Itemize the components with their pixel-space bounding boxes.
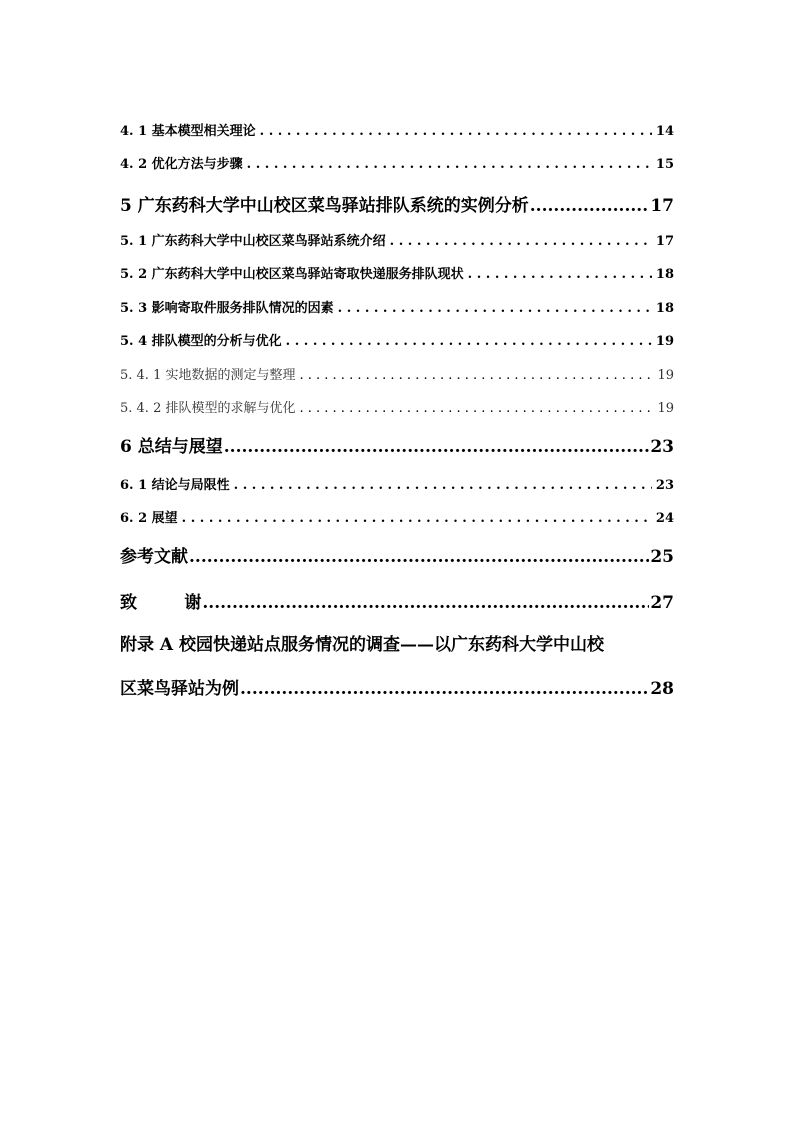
toc-entry-title: 5. 4. 1 实地数据的测定与整理: [120, 368, 296, 383]
toc-page-number: 15: [655, 157, 674, 172]
toc-entry-5-1[interactable]: [120, 230, 674, 249]
toc-entry-title: 5. 2 广东药科大学中山校区菜鸟驿站寄取快递服务排队现状: [120, 267, 464, 282]
toc-dot-leader: [182, 511, 652, 526]
toc-page-number: 25: [650, 547, 674, 567]
toc-entry-title: 5. 4 排队模型的分析与优化: [120, 334, 282, 349]
toc-entry-title: 6. 1 结论与局限性: [120, 478, 230, 493]
toc-entry-title: 6. 2 展望: [120, 511, 178, 526]
toc-entry-references[interactable]: [120, 542, 674, 567]
toc-entry-appendix-line1[interactable]: 附录 A 校园快递站点服务情况的调查——以广东药科大学中山校: [120, 635, 605, 655]
toc-entry-title: 4. 2 优化方法与步骤: [120, 157, 243, 172]
toc-dot-leader: [240, 679, 649, 699]
toc-entry-title: 5. 1 广东药科大学中山校区菜鸟驿站系统介绍: [120, 234, 386, 249]
toc-page-number: 19: [657, 368, 674, 383]
toc-entry-6-1[interactable]: [120, 474, 674, 493]
toc-dot-leader: [260, 124, 652, 139]
toc-page-number: 18: [655, 301, 674, 316]
toc-entry-6-2[interactable]: [120, 507, 674, 526]
toc-page-number: 28: [650, 679, 674, 699]
toc-entry-title: 6 总结与展望: [120, 437, 223, 457]
toc-entry-5[interactable]: [120, 191, 674, 216]
toc-dot-leader: [299, 368, 653, 383]
toc-entry-title: 参考文献: [120, 547, 188, 567]
toc-dot-leader: [338, 301, 652, 316]
toc-entry-title: 5. 3 影响寄取件服务排队情况的因素: [120, 301, 334, 316]
toc-entry-appendix[interactable]: [120, 674, 674, 699]
toc-dot-leader: [468, 267, 652, 282]
toc-entry-4-2[interactable]: [120, 153, 674, 172]
toc-entry-title: 区菜鸟驿站为例: [120, 679, 239, 699]
toc-page-number: 18: [655, 267, 674, 282]
toc-entry-5-4-2[interactable]: [120, 397, 674, 416]
toc-page-number: 27: [650, 593, 674, 613]
toc-entry-5-4[interactable]: [120, 330, 674, 349]
toc-dot-leader: [189, 547, 649, 567]
toc-dot-leader: [224, 437, 650, 457]
toc-dot-leader: [234, 478, 652, 493]
toc-page-number: 14: [655, 124, 674, 139]
toc-page-number: 17: [655, 234, 674, 249]
toc-page-number: 19: [657, 401, 674, 416]
toc-page-number: 19: [655, 334, 674, 349]
toc-dot-leader: [530, 196, 650, 216]
toc-entry-6[interactable]: [120, 432, 674, 457]
toc-entry-5-3[interactable]: [120, 297, 674, 316]
toc-dot-leader: [247, 157, 652, 172]
toc-entry-4-1[interactable]: [120, 120, 674, 139]
toc-entry-title: 5. 4. 2 排队模型的求解与优化: [120, 401, 296, 416]
toc-entry-5-4-1[interactable]: [120, 364, 674, 383]
toc-entry-acknowledgements[interactable]: [120, 588, 674, 613]
toc-entry-title: 致 谢: [120, 593, 202, 613]
toc-dot-leader: [286, 334, 652, 349]
toc-entry-title: 4. 1 基本模型相关理论: [120, 124, 256, 139]
toc-dot-leader: [299, 401, 653, 416]
table-of-contents: [120, 0, 674, 1122]
toc-page-number: 23: [655, 478, 674, 493]
toc-dot-leader: [390, 234, 652, 249]
toc-page-number: 17: [650, 196, 674, 216]
toc-page-number: 23: [650, 437, 674, 457]
toc-page-number: 24: [655, 511, 674, 526]
toc-entry-title: 5 广东药科大学中山校区菜鸟驿站排队系统的实例分析: [120, 196, 529, 216]
toc-dot-leader: [202, 593, 649, 613]
toc-entry-5-2[interactable]: [120, 263, 674, 282]
